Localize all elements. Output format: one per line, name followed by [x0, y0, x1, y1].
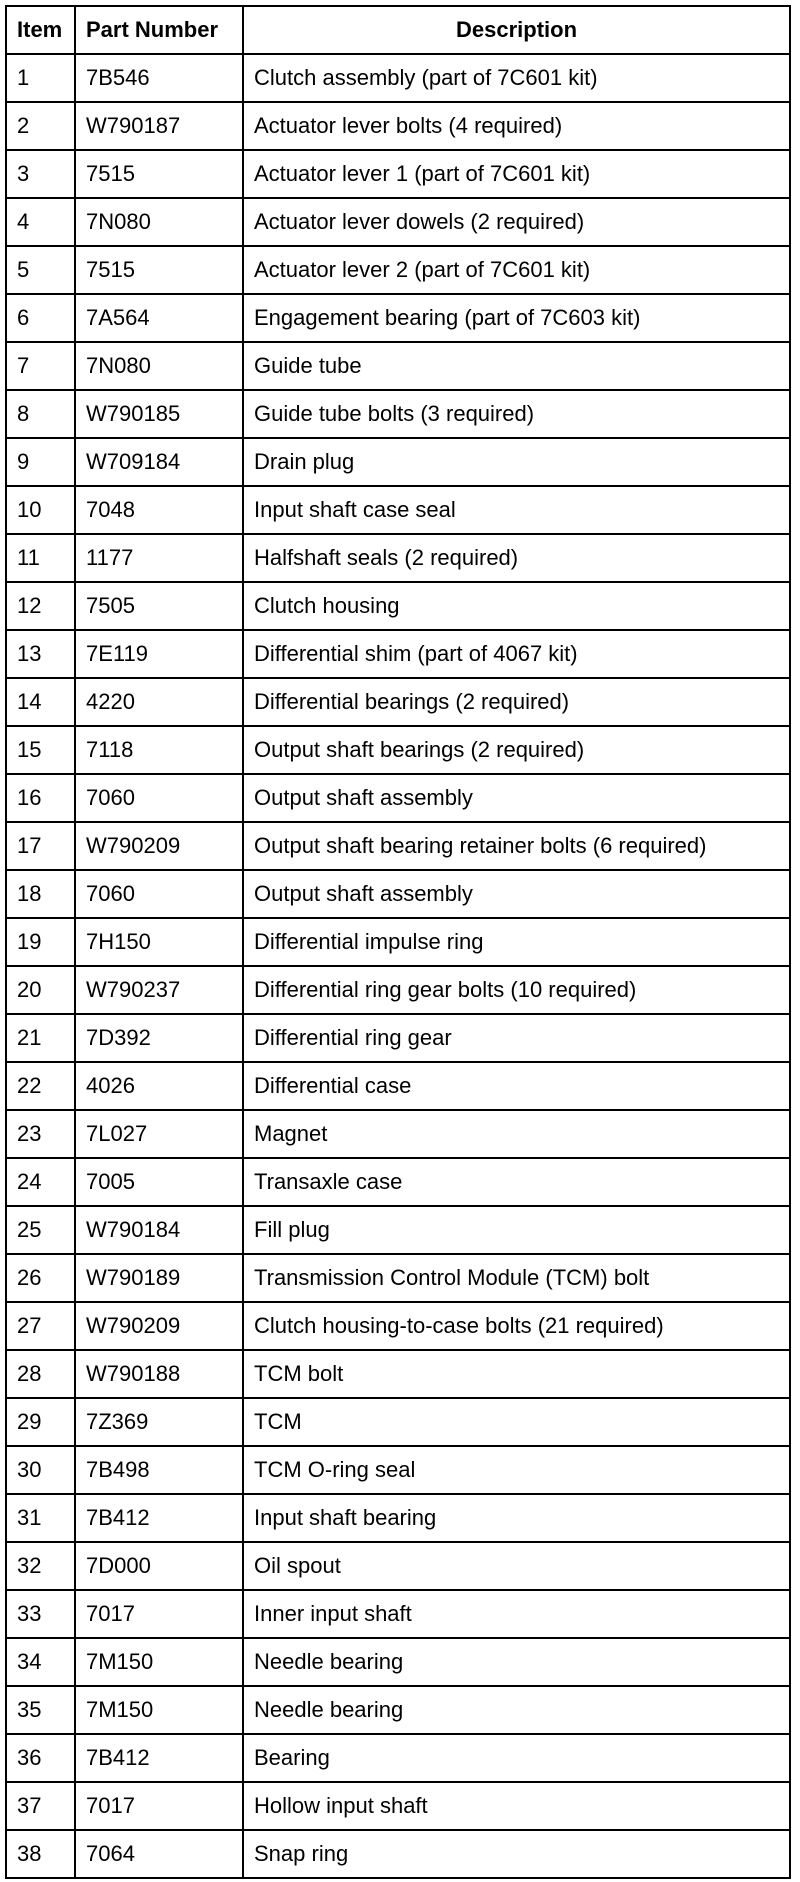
parts-table: [5, 5, 791, 1879]
cell-description: Bearing: [243, 1734, 790, 1782]
table-row: [6, 918, 790, 966]
cell-item: 14: [6, 678, 75, 726]
cell-description: Output shaft assembly: [243, 774, 790, 822]
cell-description: Output shaft bearing retainer bolts (6 required): [243, 822, 790, 870]
table-row: [6, 630, 790, 678]
cell-item: 31: [6, 1494, 75, 1542]
cell-part-number: 7118: [75, 726, 243, 774]
cell-part-number: 7005: [75, 1158, 243, 1206]
table-row: [6, 1254, 790, 1302]
cell-description: Guide tube bolts (3 required): [243, 390, 790, 438]
cell-item: 24: [6, 1158, 75, 1206]
cell-part-number: W790237: [75, 966, 243, 1014]
cell-part-number: 1177: [75, 534, 243, 582]
cell-description: Clutch housing-to-case bolts (21 required): [243, 1302, 790, 1350]
cell-item: 6: [6, 294, 75, 342]
cell-description: Output shaft assembly: [243, 870, 790, 918]
cell-description: Drain plug: [243, 438, 790, 486]
cell-item: 35: [6, 1686, 75, 1734]
cell-part-number: 7064: [75, 1830, 243, 1878]
table-row: [6, 390, 790, 438]
cell-item: 28: [6, 1350, 75, 1398]
cell-description: Halfshaft seals (2 required): [243, 534, 790, 582]
cell-part-number: 4220: [75, 678, 243, 726]
cell-part-number: 7N080: [75, 342, 243, 390]
cell-description: Actuator lever bolts (4 required): [243, 102, 790, 150]
cell-part-number: W790189: [75, 1254, 243, 1302]
cell-description: Differential ring gear bolts (10 required): [243, 966, 790, 1014]
cell-item: 22: [6, 1062, 75, 1110]
cell-part-number: 7M150: [75, 1638, 243, 1686]
cell-description: Actuator lever 2 (part of 7C601 kit): [243, 246, 790, 294]
table-row: [6, 54, 790, 102]
header-item: Item: [6, 6, 75, 54]
cell-item: 33: [6, 1590, 75, 1638]
cell-part-number: W790184: [75, 1206, 243, 1254]
table-row: [6, 1398, 790, 1446]
cell-item: 30: [6, 1446, 75, 1494]
cell-part-number: 7505: [75, 582, 243, 630]
cell-part-number: 7Z369: [75, 1398, 243, 1446]
cell-description: Input shaft case seal: [243, 486, 790, 534]
cell-part-number: W790187: [75, 102, 243, 150]
table-row: [6, 870, 790, 918]
cell-part-number: 7B498: [75, 1446, 243, 1494]
cell-part-number: W790188: [75, 1350, 243, 1398]
cell-part-number: W790185: [75, 390, 243, 438]
table-row: [6, 246, 790, 294]
cell-item: 3: [6, 150, 75, 198]
cell-item: 37: [6, 1782, 75, 1830]
table-row: [6, 1206, 790, 1254]
cell-description: Clutch housing: [243, 582, 790, 630]
table-row: [6, 102, 790, 150]
cell-part-number: W709184: [75, 438, 243, 486]
table-row: [6, 1446, 790, 1494]
cell-item: 4: [6, 198, 75, 246]
cell-part-number: 7D392: [75, 1014, 243, 1062]
cell-item: 23: [6, 1110, 75, 1158]
cell-part-number: 7515: [75, 150, 243, 198]
cell-item: 26: [6, 1254, 75, 1302]
cell-item: 36: [6, 1734, 75, 1782]
cell-part-number: 7017: [75, 1590, 243, 1638]
table-row: [6, 1350, 790, 1398]
table-row: [6, 1830, 790, 1878]
table-row: [6, 1686, 790, 1734]
cell-item: 9: [6, 438, 75, 486]
cell-description: Needle bearing: [243, 1638, 790, 1686]
cell-part-number: 7B412: [75, 1734, 243, 1782]
cell-item: 21: [6, 1014, 75, 1062]
cell-item: 12: [6, 582, 75, 630]
table-row: [6, 726, 790, 774]
cell-description: Magnet: [243, 1110, 790, 1158]
cell-part-number: 7L027: [75, 1110, 243, 1158]
cell-part-number: W790209: [75, 1302, 243, 1350]
cell-description: TCM O-ring seal: [243, 1446, 790, 1494]
cell-item: 1: [6, 54, 75, 102]
table-row: [6, 966, 790, 1014]
cell-description: Needle bearing: [243, 1686, 790, 1734]
cell-description: Clutch assembly (part of 7C601 kit): [243, 54, 790, 102]
cell-part-number: 7048: [75, 486, 243, 534]
cell-description: Differential bearings (2 required): [243, 678, 790, 726]
cell-description: Inner input shaft: [243, 1590, 790, 1638]
cell-part-number: 4026: [75, 1062, 243, 1110]
cell-item: 8: [6, 390, 75, 438]
table-row: [6, 678, 790, 726]
cell-description: Oil spout: [243, 1542, 790, 1590]
cell-description: Differential ring gear: [243, 1014, 790, 1062]
table-row: [6, 582, 790, 630]
cell-part-number: 7060: [75, 870, 243, 918]
cell-description: Transmission Control Module (TCM) bolt: [243, 1254, 790, 1302]
table-row: [6, 1542, 790, 1590]
cell-description: Actuator lever 1 (part of 7C601 kit): [243, 150, 790, 198]
table-body: [6, 54, 790, 1878]
cell-part-number: 7B546: [75, 54, 243, 102]
cell-part-number: 7M150: [75, 1686, 243, 1734]
cell-item: 32: [6, 1542, 75, 1590]
cell-item: 18: [6, 870, 75, 918]
table-row: [6, 774, 790, 822]
cell-description: Differential shim (part of 4067 kit): [243, 630, 790, 678]
cell-part-number: 7060: [75, 774, 243, 822]
table-row: [6, 534, 790, 582]
table-row: [6, 1014, 790, 1062]
cell-part-number: 7A564: [75, 294, 243, 342]
cell-description: Fill plug: [243, 1206, 790, 1254]
cell-item: 7: [6, 342, 75, 390]
cell-part-number: 7E119: [75, 630, 243, 678]
cell-description: TCM: [243, 1398, 790, 1446]
cell-item: 16: [6, 774, 75, 822]
cell-item: 27: [6, 1302, 75, 1350]
cell-description: Transaxle case: [243, 1158, 790, 1206]
cell-description: Differential impulse ring: [243, 918, 790, 966]
cell-part-number: W790209: [75, 822, 243, 870]
table-row: [6, 1494, 790, 1542]
cell-description: Hollow input shaft: [243, 1782, 790, 1830]
table-row: [6, 198, 790, 246]
table-row: [6, 1638, 790, 1686]
cell-item: 34: [6, 1638, 75, 1686]
header-description: Description: [243, 6, 790, 54]
table-row: [6, 1158, 790, 1206]
cell-part-number: 7H150: [75, 918, 243, 966]
cell-part-number: 7B412: [75, 1494, 243, 1542]
table-header-row: [6, 6, 790, 54]
cell-item: 13: [6, 630, 75, 678]
cell-item: 15: [6, 726, 75, 774]
cell-item: 10: [6, 486, 75, 534]
table-row: [6, 1302, 790, 1350]
cell-description: TCM bolt: [243, 1350, 790, 1398]
cell-description: Actuator lever dowels (2 required): [243, 198, 790, 246]
cell-item: 38: [6, 1830, 75, 1878]
cell-part-number: 7515: [75, 246, 243, 294]
cell-item: 2: [6, 102, 75, 150]
cell-item: 11: [6, 534, 75, 582]
cell-item: 20: [6, 966, 75, 1014]
cell-part-number: 7017: [75, 1782, 243, 1830]
cell-item: 5: [6, 246, 75, 294]
cell-item: 19: [6, 918, 75, 966]
cell-item: 25: [6, 1206, 75, 1254]
table-row: [6, 1782, 790, 1830]
table-row: [6, 342, 790, 390]
table-row: [6, 294, 790, 342]
cell-part-number: 7N080: [75, 198, 243, 246]
table-row: [6, 1062, 790, 1110]
table-row: [6, 1110, 790, 1158]
table-row: [6, 1734, 790, 1782]
table-row: [6, 486, 790, 534]
cell-item: 29: [6, 1398, 75, 1446]
cell-item: 17: [6, 822, 75, 870]
table-row: [6, 150, 790, 198]
cell-description: Engagement bearing (part of 7C603 kit): [243, 294, 790, 342]
cell-description: Output shaft bearings (2 required): [243, 726, 790, 774]
cell-description: Input shaft bearing: [243, 1494, 790, 1542]
table-row: [6, 822, 790, 870]
table-row: [6, 438, 790, 486]
cell-part-number: 7D000: [75, 1542, 243, 1590]
cell-description: Differential case: [243, 1062, 790, 1110]
table-row: [6, 1590, 790, 1638]
cell-description: Snap ring: [243, 1830, 790, 1878]
header-part-number: Part Number: [75, 6, 243, 54]
cell-description: Guide tube: [243, 342, 790, 390]
